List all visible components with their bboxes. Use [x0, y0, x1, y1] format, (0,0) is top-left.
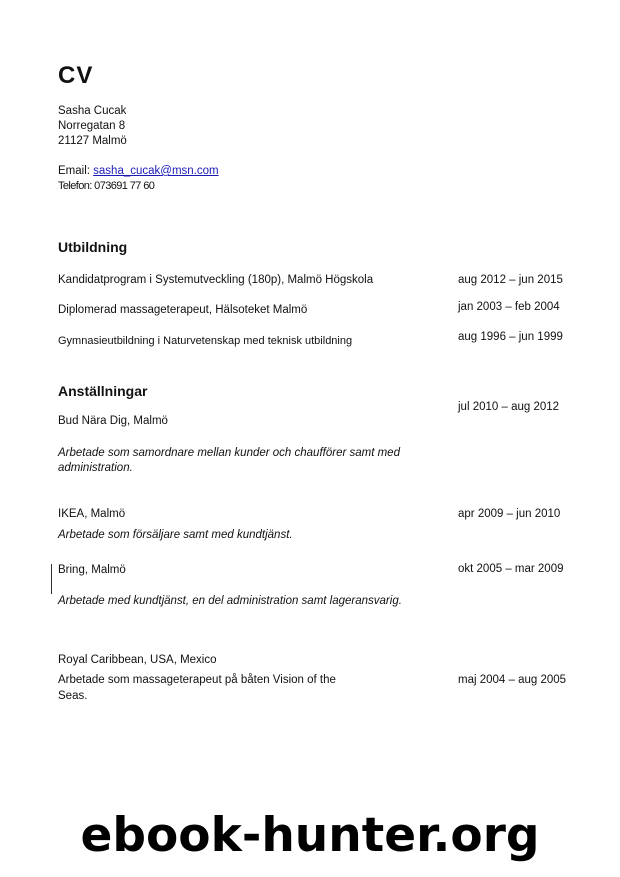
education-heading: Utbildning	[58, 239, 128, 255]
watermark-text: ebook-hunter.org	[80, 808, 540, 863]
contact-street: Norregatan 8	[58, 120, 126, 132]
employment-description: Seas.	[58, 690, 88, 702]
employment-description: Arbetade som samordnare mellan kunder och chaufförer samt med	[58, 447, 400, 459]
employment-description: Arbetade som försäljare samt med kundtjänst.	[58, 529, 293, 541]
education-date: aug 2012 – jun 2015	[458, 274, 563, 286]
email-line	[58, 164, 219, 179]
education-item: Kandidatprogram i Systemutveckling (180p), Malmö Högskola	[58, 274, 374, 286]
employment-date: okt 2005 – mar 2009	[458, 563, 564, 575]
employment-employer: Royal Caribbean, USA, Mexico	[58, 654, 217, 666]
education-date: jan 2003 – feb 2004	[458, 301, 560, 313]
employment-date: maj 2004 – aug 2005	[458, 674, 567, 686]
employment-description: Arbetade med kundtjänst, en del administration samt lageransvarig.	[58, 595, 402, 607]
employment-employer: Bud Nära Dig, Malmö	[58, 415, 168, 427]
employment-date: apr 2009 – jun 2010	[458, 508, 561, 520]
education-date: aug 1996 – jun 1999	[458, 331, 563, 343]
education-item: Gymnasieutbildning i Naturvetenskap med teknisk utbildning	[58, 335, 353, 347]
employment-date: jul 2010 – aug 2012	[458, 401, 560, 413]
contact-city: 21127 Malmö	[58, 135, 127, 147]
contact-phone: Telefon: 073691 77 60	[58, 180, 155, 192]
employment-description: administration.	[58, 462, 133, 474]
employment-employer: IKEA, Malmö	[58, 508, 126, 520]
email-link[interactable]: sasha_cucak@msn.com	[93, 165, 219, 177]
employment-heading: Anställningar	[58, 383, 148, 399]
text-cursor	[51, 564, 52, 594]
employment-employer: Bring, Malmö	[58, 564, 126, 576]
email-label: Email:	[58, 165, 90, 177]
education-item: Diplomerad massageterapeut, Hälsoteket Malmö	[58, 304, 308, 316]
page-title: CV	[58, 62, 94, 89]
employment-description: Arbetade som massageterapeut på båten Vision of the	[58, 674, 336, 686]
contact-name: Sasha Cucak	[58, 105, 127, 117]
